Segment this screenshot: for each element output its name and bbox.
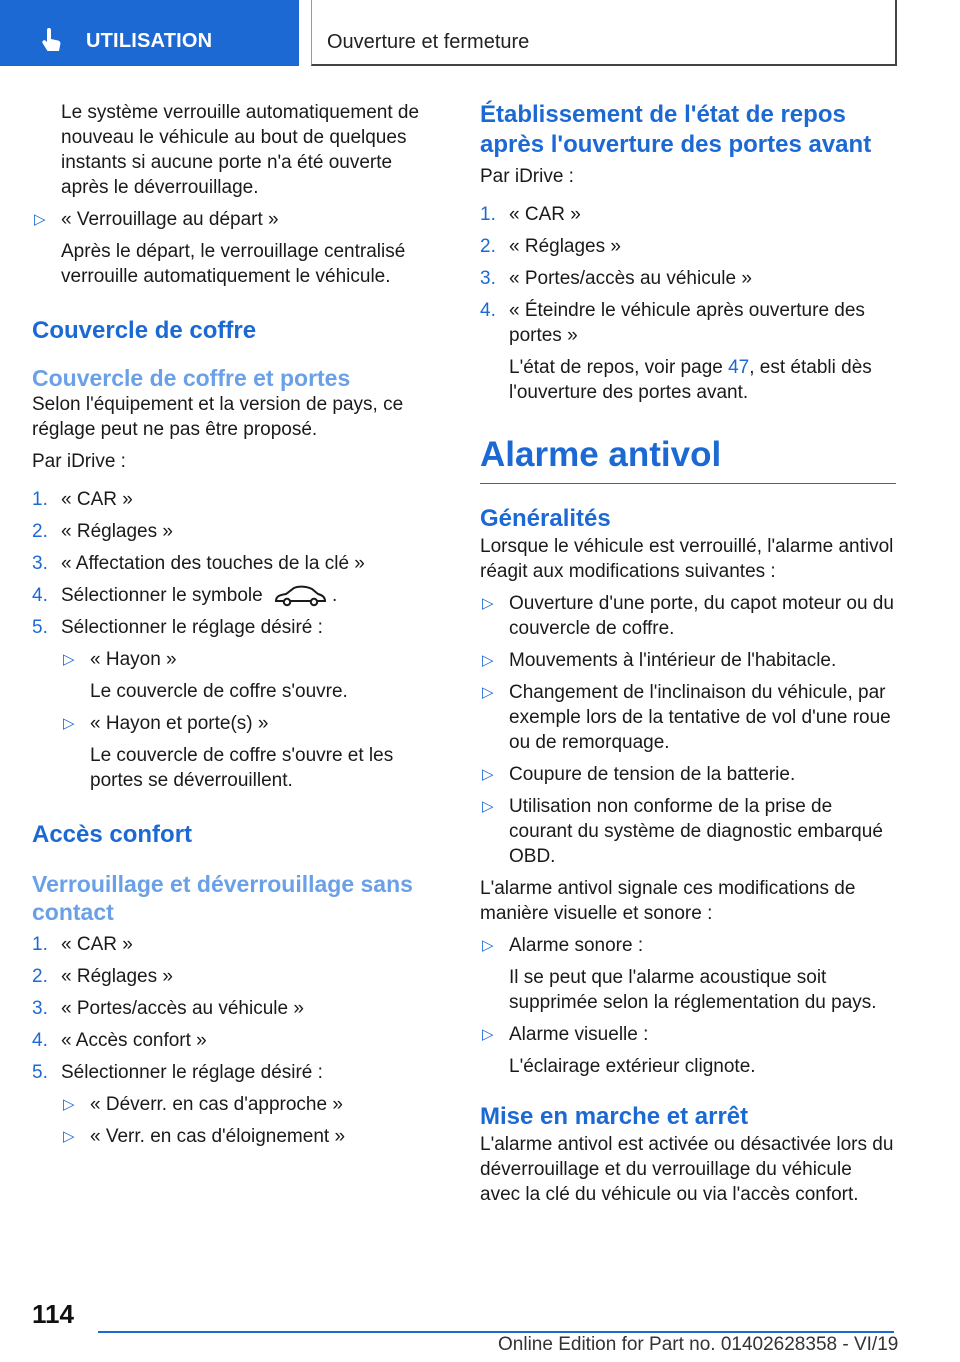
option-description: Le couvercle de coffre s'ouvre. xyxy=(90,681,348,702)
general-intro: Lorsque le véhicule est verrouillé, l'alarme antivol réagit aux modifications suivantes : xyxy=(480,536,894,582)
heading-alarm: Alarme antivol xyxy=(480,435,722,474)
list-item: 1. « CAR » xyxy=(32,489,133,510)
option-label: « Verrouillage au départ » xyxy=(61,209,279,230)
triangle-bullet-icon: ▷ xyxy=(34,211,46,228)
list-item: 1. « CAR » xyxy=(480,204,581,225)
option-description: Il se peut que l'alarme acoustique soit supprimée selon la réglementation du pays. xyxy=(509,967,877,1013)
option-description: L'éclairage extérieur clignote. xyxy=(509,1056,756,1077)
list-item: ▷ Alarme visuelle : xyxy=(482,1024,649,1045)
triangle-bullet-icon: ▷ xyxy=(482,937,494,954)
heading-on-off: Mise en marche et arrêt xyxy=(480,1103,749,1130)
page-link[interactable]: 47 xyxy=(728,357,750,378)
section-title: UTILISATION xyxy=(86,30,213,52)
list-item: 1. « CAR » xyxy=(32,934,133,955)
heading-trunk-doors: Couvercle de coffre et portes xyxy=(32,365,351,391)
list-item: 4. « Éteindre le véhicule après ouverture des portes » xyxy=(480,300,865,346)
list-item: ▷ « Hayon et porte(s) » xyxy=(63,713,269,734)
triangle-bullet-icon: ▷ xyxy=(482,766,494,783)
triangle-bullet-icon: ▷ xyxy=(482,798,494,815)
signal-intro: L'alarme antivol signale ces modifications de manière visuelle et sonore : xyxy=(480,878,856,924)
triangle-bullet-icon: ▷ xyxy=(482,652,494,669)
list-item: 5. Sélectionner le réglage désiré : xyxy=(32,617,323,638)
list-item: 3. « Portes/accès au véhicule » xyxy=(480,268,752,289)
list-item: 2. « Réglages » xyxy=(32,966,173,987)
idrive-label: Par iDrive : xyxy=(32,451,126,472)
list-item: ▷ Coupure de tension de la batterie. xyxy=(482,764,796,785)
idrive-label: Par iDrive : xyxy=(480,166,574,187)
list-item xyxy=(32,207,436,232)
header-chapter-tab xyxy=(311,0,897,66)
list-item: ▷ « Verr. en cas d'éloignement » xyxy=(63,1126,346,1147)
list-item: ▷ Alarme sonore : xyxy=(482,935,644,956)
chapter-title: Ouverture et fermeture xyxy=(327,31,530,53)
list-item: ▷ Changement de l'inclinaison du véhicule, par exemple lors de la tentative de vol d'une roue ou de remorquage. xyxy=(482,682,891,753)
edition-text: Online Edition for Part no. 01402628358 - VI/19 xyxy=(498,1334,899,1355)
triangle-bullet-icon: ▷ xyxy=(63,1128,75,1145)
list-item: ▷ Mouvements à l'intérieur de l'habitacle. xyxy=(482,650,837,671)
rest-note: L'état de repos, voir page 47, est établi dès l'ouverture des portes avant. xyxy=(509,357,872,403)
heading-trunk: Couvercle de coffre xyxy=(32,317,257,344)
list-item: 4. Sélectionner le symbole . xyxy=(32,585,338,606)
footer-rule xyxy=(98,1331,894,1333)
on-off-text: L'alarme antivol est activée ou désactivée lors du déverrouillage et du verrouillage du véhicule avec la clé du véhicule ou via l'accès confort. xyxy=(480,1134,894,1205)
list-item: ▷ Ouverture d'une porte, du capot moteur ou du couvercle de coffre. xyxy=(482,593,894,639)
triangle-bullet-icon: ▷ xyxy=(63,651,75,668)
list-item: ▷ « Hayon » xyxy=(63,649,177,670)
list-item: 2. « Réglages » xyxy=(32,521,173,542)
list-item: ▷ Utilisation non conforme de la prise de courant du système de diagnostic embarqué OBD. xyxy=(482,796,883,867)
auto-relock-text: Le système verrouille automatiquement de nouveau le véhicule au bout de quelques instants si aucune porte n'a été ouverte après le déverrouillage. xyxy=(61,102,420,198)
list-item: 3. « Affectation des touches de la clé » xyxy=(32,553,365,574)
triangle-bullet-icon: ▷ xyxy=(63,715,75,732)
list-item: 4. « Accès confort » xyxy=(32,1030,207,1051)
heading-keyless: Verrouillage et déverrouillage sans contact xyxy=(32,871,413,925)
triangle-bullet-icon: ▷ xyxy=(482,595,494,612)
list-item: 3. « Portes/accès au véhicule » xyxy=(32,998,304,1019)
car-outline-icon xyxy=(272,584,328,608)
option-description: Le couvercle de coffre s'ouvre et les portes se déverrouillent. xyxy=(90,745,394,791)
triangle-bullet-icon: ▷ xyxy=(63,1096,75,1113)
heading-general: Généralités xyxy=(480,505,611,532)
left-column xyxy=(32,100,436,1156)
list-item: ▷ « Déverr. en cas d'approche » xyxy=(63,1094,343,1115)
header-section-tab xyxy=(0,0,299,66)
list-item: 5. Sélectionner le réglage désiré : xyxy=(32,1062,323,1083)
page-number: 114 xyxy=(32,1299,74,1329)
heading-comfort-access: Accès confort xyxy=(32,821,193,848)
option-description: Après le départ, le verrouillage centralisé verrouille automatiquement le véhicule. xyxy=(61,241,406,287)
triangle-bullet-icon: ▷ xyxy=(482,1026,494,1043)
heading-rest-state: Établissement de l'état de repos après l'ouverture des portes avant xyxy=(480,101,872,158)
trunk-intro: Selon l'équipement et la version de pays, ce réglage peut ne pas être proposé. xyxy=(32,394,404,440)
triangle-bullet-icon: ▷ xyxy=(482,684,494,701)
list-item: 2. « Réglages » xyxy=(480,236,621,257)
right-column xyxy=(480,100,896,1214)
touch-hand-icon xyxy=(38,26,66,54)
heading-rule xyxy=(480,483,896,484)
